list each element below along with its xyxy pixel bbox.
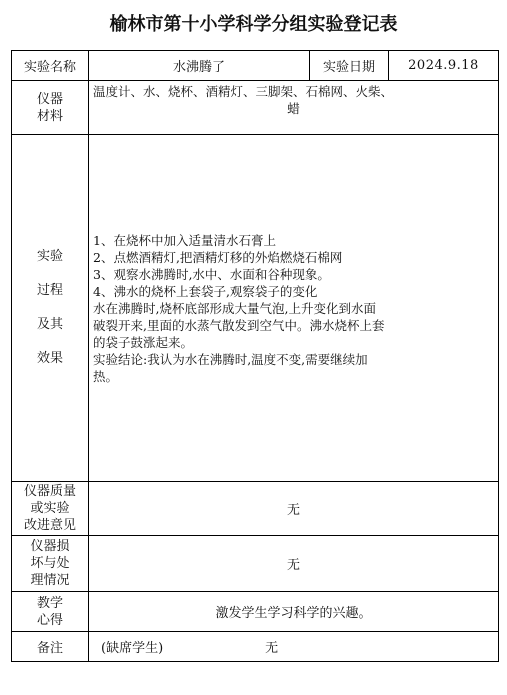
process-line: 水在沸腾时,烧杯底部形成大量气泡,上升变化到水面 (93, 300, 376, 316)
process-line: 的袋子鼓涨起来。 (93, 334, 194, 350)
process-content (89, 135, 499, 482)
experiment-name-label: 实验名称 (12, 51, 89, 81)
process-label-line-1: 实验 (36, 249, 63, 264)
process-line: 3、观察水沸腾时,水中、水面和谷种现象。 (93, 266, 330, 282)
notes-label: 备注 (12, 632, 89, 662)
row-reflection (12, 592, 499, 632)
reflection-label-line-1: 教学 (36, 595, 63, 611)
materials-label-line-2: 材料 (36, 108, 63, 124)
reflection-value: 激发学生学习科学的兴趣。 (89, 592, 499, 632)
process-line: 实验结论:我认为水在沸腾时,温度不变,需要继续加 (93, 351, 368, 367)
absent-students-label: (缺席学生) (101, 641, 164, 656)
materials-label-line-1: 仪器 (36, 91, 63, 107)
quality-label-line-1: 仪器质量 (23, 484, 76, 499)
materials-line-1: 温度计、水、烧杯、酒精灯、三脚架、石棉网、火柴、 (93, 84, 394, 99)
row-damage (12, 536, 499, 592)
process-line: 热。 (93, 368, 119, 384)
process-line: 破裂开来,里面的水蒸气散发到空气中。沸水烧杯上套 (93, 317, 385, 333)
materials-label (12, 81, 89, 135)
experiment-name-value: 水沸腾了 (89, 51, 310, 81)
quality-label-line-2: 或实验 (30, 501, 70, 516)
quality-label (12, 482, 89, 536)
reflection-label (12, 592, 89, 632)
process-label (12, 135, 89, 482)
notes-content (89, 632, 499, 662)
reflection-label-line-2: 心得 (36, 612, 63, 628)
row-process (12, 135, 499, 482)
quality-label-line-3: 改进意见 (23, 518, 76, 533)
row-quality (12, 482, 499, 536)
experiment-date-label: 实验日期 (310, 51, 389, 81)
damage-value: 无 (89, 536, 499, 592)
experiment-record-table (11, 50, 499, 662)
damage-label-line-3: 理情况 (30, 573, 70, 588)
materials-value (89, 81, 499, 135)
row-materials (12, 81, 499, 135)
quality-value: 无 (89, 482, 499, 536)
process-label-line-4: 效果 (36, 351, 63, 366)
row-experiment-info (12, 51, 499, 81)
damage-label-line-1: 仪器损 (30, 539, 70, 554)
process-line: 1、在烧杯中加入适量清水石膏上 (93, 232, 276, 248)
process-line: 2、点燃酒精灯,把酒精灯移的外焰燃烧石棉网 (93, 249, 343, 265)
process-line: 4、沸水的烧杯上套袋子,观察袋子的变化 (93, 283, 318, 299)
notes-value: 无 (265, 641, 279, 656)
experiment-date-value: 2024.9.18 (389, 51, 499, 81)
process-label-line-2: 过程 (36, 283, 63, 298)
row-notes (12, 632, 499, 662)
materials-line-2: 蜡 (287, 101, 300, 116)
damage-label-line-2: 坏与处 (30, 556, 70, 571)
process-label-line-3: 及其 (36, 317, 63, 332)
form-title: 榆林市第十小学科学分组实验登记表 (109, 14, 398, 35)
damage-label (12, 536, 89, 592)
